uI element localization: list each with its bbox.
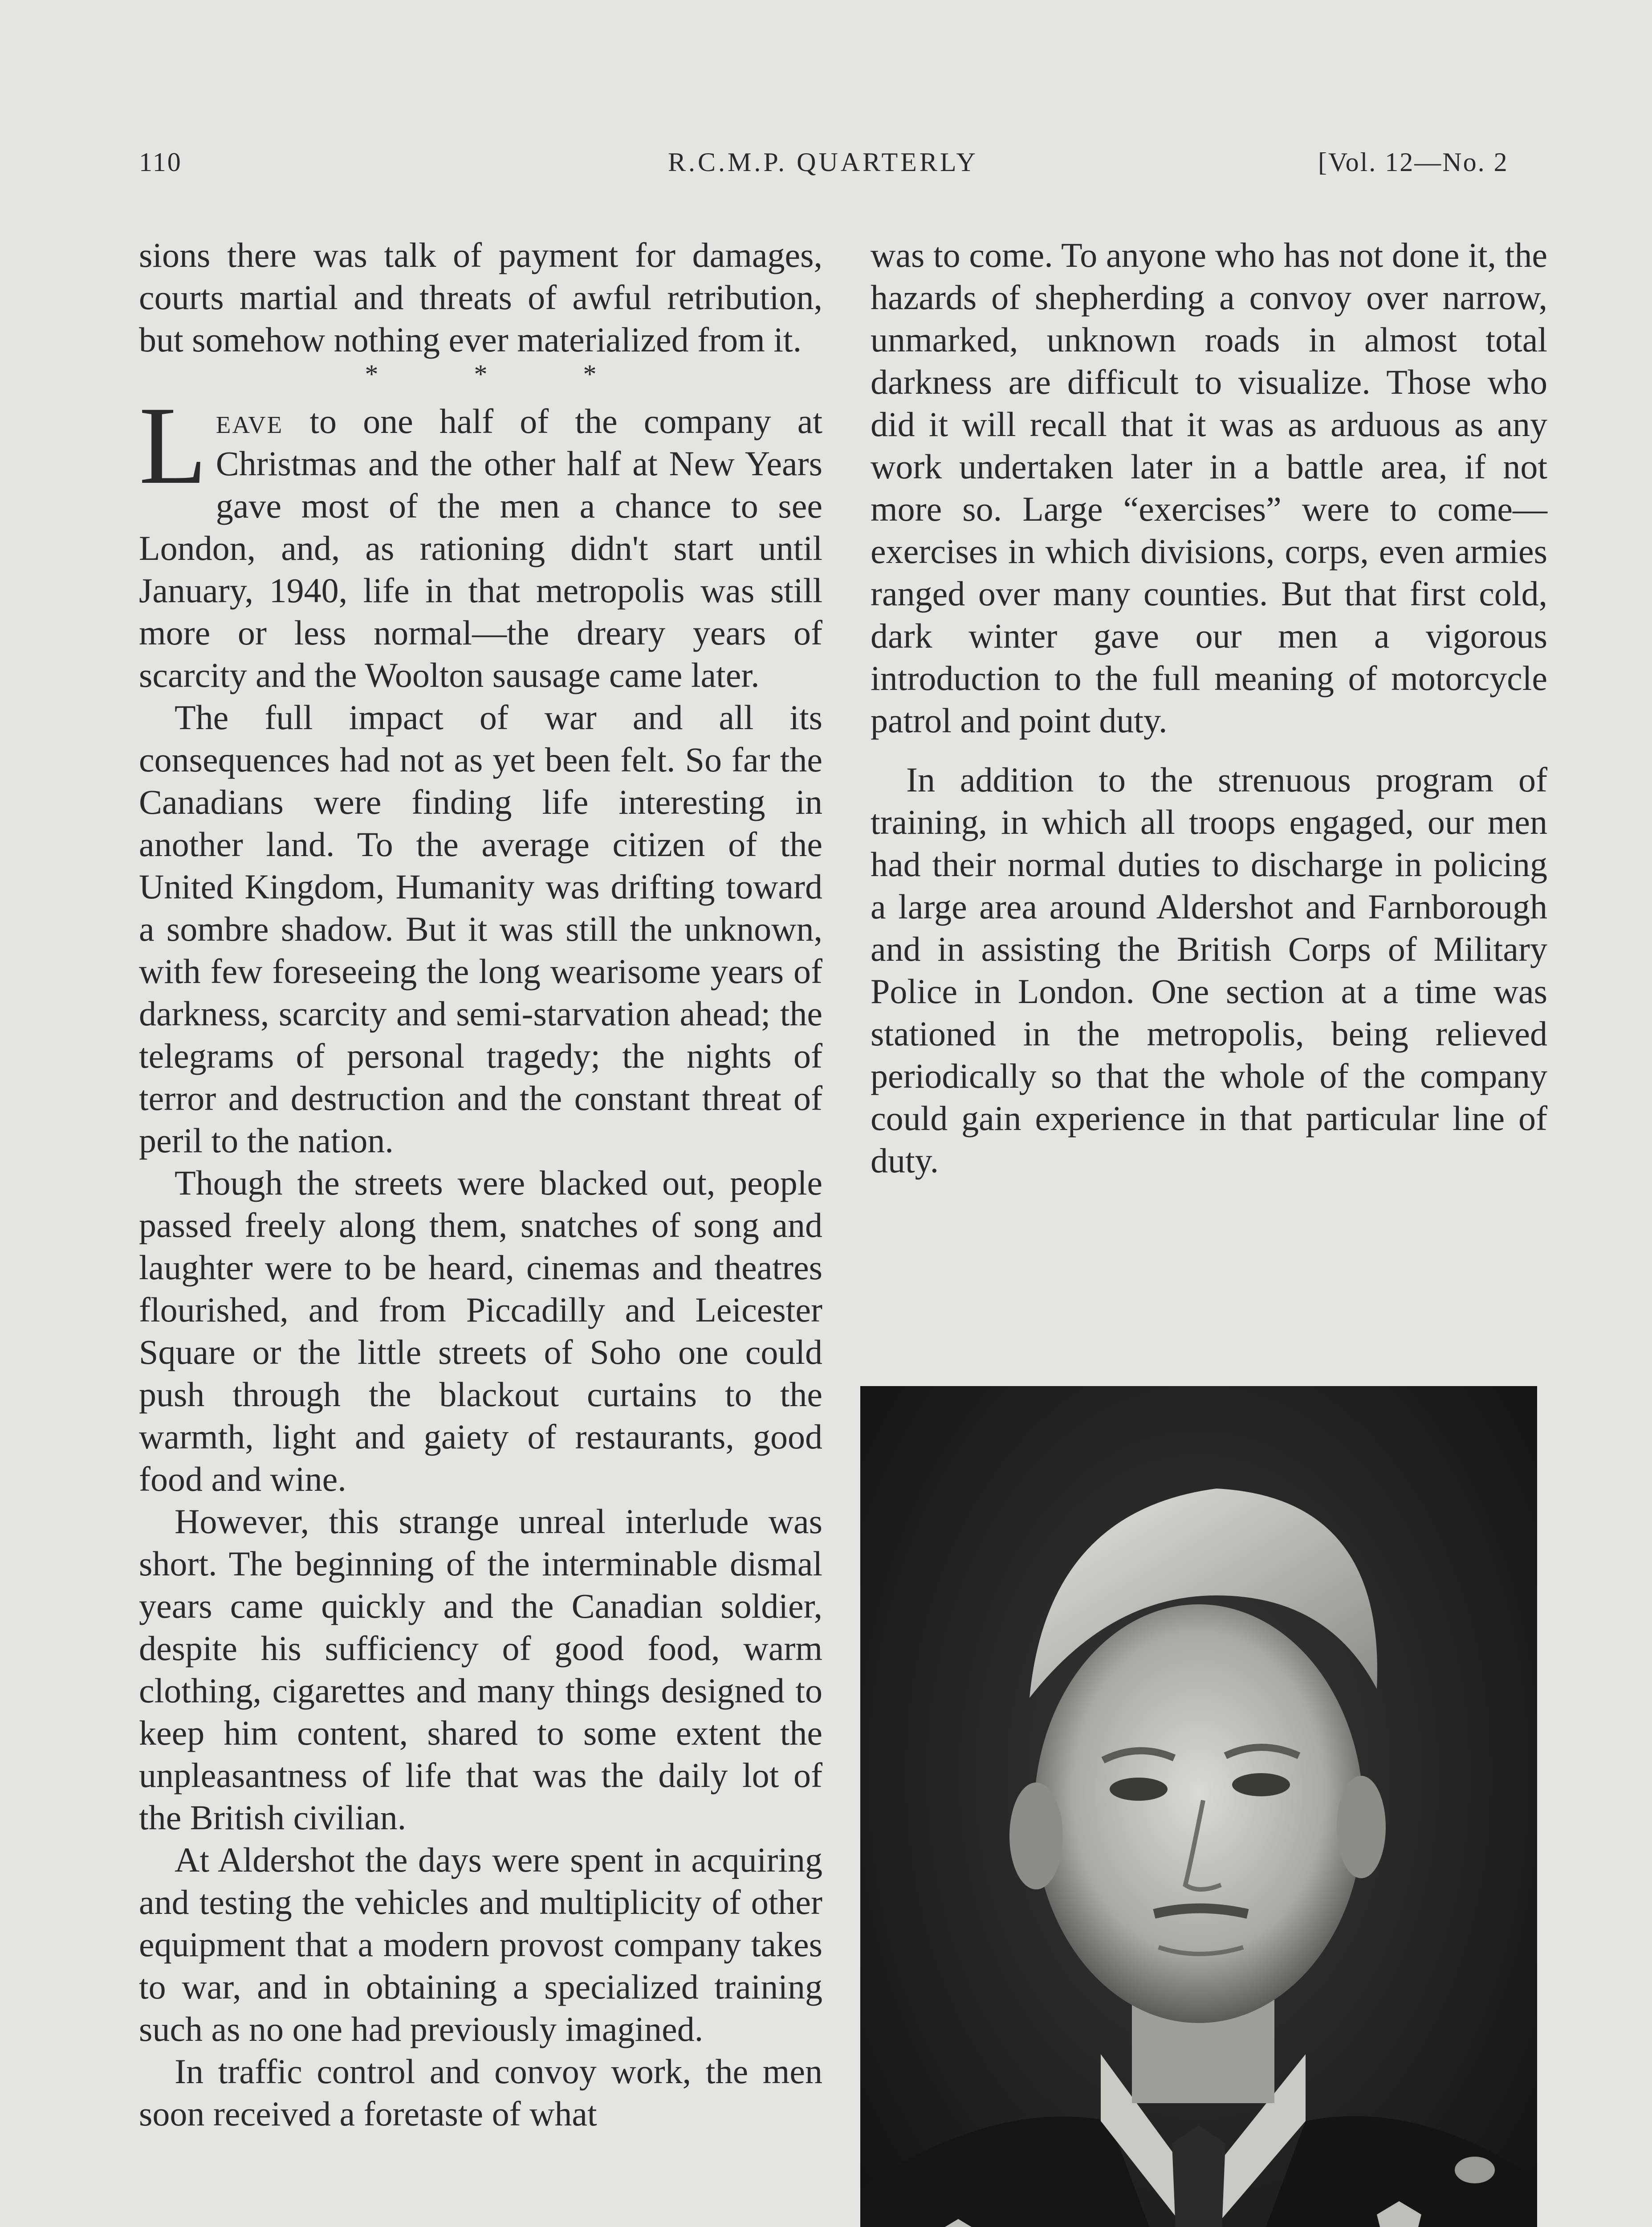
paragraph: sions there was talk of payment for damages, courts martial and threats of awful retribution, but somehow nothing ever materialized from it.	[139, 236, 822, 359]
paragraph-text: to one half of the company at Christmas and the other half at New Years gave most of the men a chance to see London, and, as rationing didn't start until January, 1940, life in that metropolis was still more or less normal—the dreary years of scarcity and the Woolton sausage came later.	[139, 402, 822, 694]
paragraph: In addition to the strenuous program of training, in which all troops engaged, our men had their normal duties to discharge in policing a large area around Aldershot and Farnborough and in assisting the British Corps of Military Police in London. One section at a time was stationed in the metropolis, being relieved periodically so that the whole of the company could gain experience in that particular line of duty.	[871, 760, 1547, 1180]
journal-title: R.C.M.P. QUARTERLY	[668, 147, 978, 177]
paragraph: was to come. To anyone who has not done it, the hazards of shepherding a convoy over narrow, unmarked, unknown roads in almost total darkness are difficult to visualize. Those who did it will recall that it was as arduous as any work undertaken later in a battle area, if not more so. Large “exercises” were to come—exercises in which divisions, corps, even armies ranged over many counties. But that first cold, dark winter gave our men a vigorous introduction to the full meaning of motorcycle patrol and point duty.	[871, 236, 1547, 740]
smallcaps-lead: eave	[216, 402, 284, 441]
right-column	[871, 234, 1547, 1182]
volume-number: [Vol. 12—No. 2	[1318, 147, 1509, 177]
page-number: 110	[139, 147, 182, 177]
paragraph: The full impact of war and all its consequences had not as yet been felt. So far the Canadians were finding life interesting in another land. To the average citizen of the United Kingdom, Humanity was drifting toward a sombre shadow. But it was still the unknown, with few foreseeing the long wearisome years of darkness, scarcity and semi-starvation ahead; the telegrams of personal tragedy; the nights of terror and destruction and the constant threat of peril to the nation.	[139, 698, 822, 1160]
paragraph: In traffic control and convoy work, the men soon received a foretaste of what	[139, 2052, 822, 2133]
paragraph: However, this strange unreal interlude was short. The beginning of the interminable dismal years came quickly and the Canadian soldier, despite his sufficiency of good food, warm clothing, cigarettes and many things designed to keep him content, shared to some extent the unpleasantness of life that was the daily lot of the British civilian.	[139, 1502, 822, 1837]
running-head	[0, 147, 1652, 187]
portrait-photo	[860, 1386, 1537, 2227]
left-column	[139, 234, 822, 2135]
paragraph-dropcap	[139, 384, 822, 696]
section-break: * * *	[365, 359, 597, 389]
portrait-illustration	[860, 1386, 1537, 2227]
paragraph: Though the streets were blacked out, people passed freely along them, snatches of song and laughter were to be heard, cinemas and theatres flourished, and from Piccadilly and Leicester Square or the little streets of Soho one could push through the blackout curtains to the warmth, light and gaiety of restaurants, good food and wine.	[139, 1163, 822, 1498]
paragraph: At Aldershot the days were spent in acquiring and testing the vehicles and multiplicity of other equipment that a modern provost company takes to war, and in obtaining a specialized training such as no one had previously imagined.	[139, 1840, 822, 2048]
drop-cap: L	[139, 384, 207, 507]
